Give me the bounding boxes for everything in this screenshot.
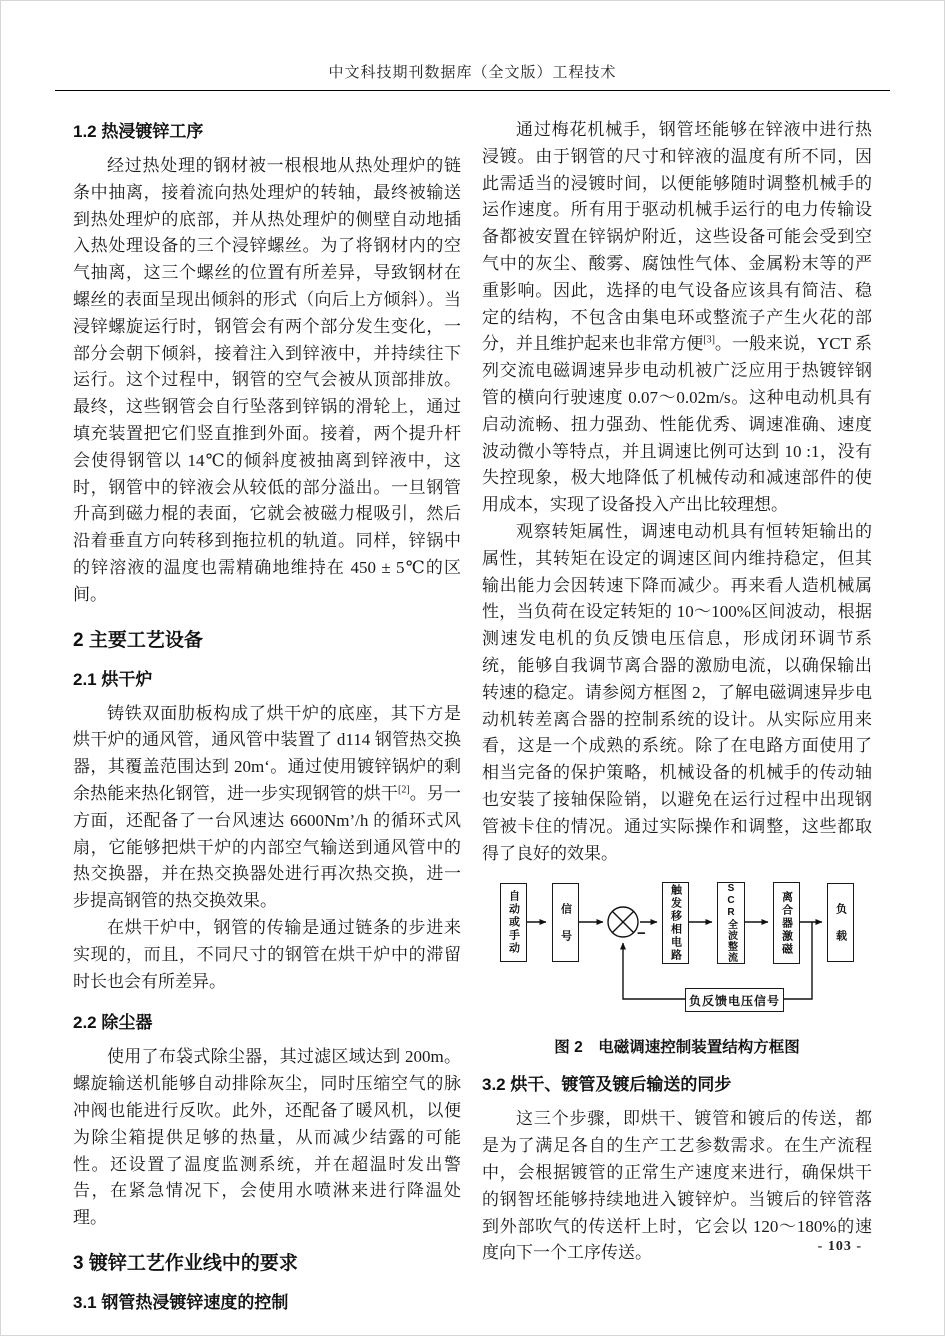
section-heading-2-1: 2.1 烘干炉 xyxy=(73,669,153,689)
page-number: - 103 - xyxy=(817,1239,862,1254)
diagram-block-auto-or-manual: 自动或手动 xyxy=(500,883,527,962)
paragraph-synchronization: 这三个步骤，即烘干、镀管和镀后的传送，都是为了满足各自的生产工艺参数需求。在生产流程中，会根据镀管的正常生产速度来进行，确保烘干的钢智坯能够持续地进入镀锌炉。当镀后的锌管落到外部吹气的传送杆上时，它会以 120～180%的速度向下一个工序传送。 xyxy=(482,1109,872,1263)
section-heading-3-1: 3.1 钢管热浸镀锌速度的控制 xyxy=(73,1292,289,1312)
right-column xyxy=(482,117,872,1324)
paragraph-drying-furnace-2: 在烘干炉中，钢管的传输是通过链条的步进来实现的，而且，不同尺寸的钢管在烘干炉中的滞留时长也会有所差异。 xyxy=(73,917,461,991)
figure-2-block-diagram xyxy=(482,877,872,1027)
diagram-block-signal: 信 号 xyxy=(552,883,579,962)
section-heading-2-2: 2.2 除尘器 xyxy=(73,1013,153,1033)
journal-header-title: 中文科技期刊数据库（全文版）工程技术 xyxy=(328,65,617,81)
journal-header xyxy=(1,1,944,82)
paragraph-torque-control: 观察转矩属性，调速电动机具有恒转矩输出的属性，其转矩在设定的调速区间内维持稳定，但其输出能力会因转速下降而减少。再来看人造机械属性，当负荷在设定转矩的 10～100%区间波动，根据测速发电机的负反馈电压信息，形成闭环调节系统，能够自我调节离合器的激励电流，以确保输出转速的稳定。请参阅方框图 2，了解电磁调速异步电动机转差离合器的控制系统的设计。从实际应用来看，这是一个成熟的系统。除了在电路方面使用了相当完备的保护策略，机械设备的机械手的传动轴也安装了接轴保险销，以避免在运行过程中出现钢管被卡住的情况。通过实际操作和调整，这些都取得了良好的效果。 xyxy=(482,521,872,863)
section-heading-1-2: 1.2 热浸镀锌工序 xyxy=(73,122,204,141)
figure-2-caption: 图 2 电磁调速控制装置结构方框图 xyxy=(554,1039,800,1057)
paragraph-drying-furnace-1: 铸铁双面肋板构成了烘干炉的底座，其下方是烘干炉的通风管，通风管中装置了 d114 钢管热交换器，其覆盖范围达到 20m‘。通过使用镀锌锅炉的剩余热能来热化钢管，进一步实现钢管的烘干[2]。另一方面，还配备了一台风速达 6600Nm’/h 的循环式风扇，它能够把烘干炉的内部空气输送到通风管中的热交换器，并在热交换器处进行再次热交换，进一步提高钢管的热交换效果。 xyxy=(73,703,462,911)
paragraph-dust-collector: 使用了布袋式除尘器，其过滤区域达到 200m。螺旋输送机能够自动排除灰尘，同时压缩空气的脉冲阀也能进行反吹。此外，还配备了暖风机，以便为除尘箱提供足够的热量，从而减少结露的可能性。还设置了温度监测系统，并在超温时发出警告，在紧急情况下，会使用水喷淋来进行降温处理。 xyxy=(73,1047,461,1228)
paragraph-manipulator-speed: 通过梅花机械手，钢管坯能够在锌液中进行热浸镀。由于钢管的尺寸和锌液的温度有所不同，因此需适当的浸镀时间，以便能够随时调整机械手的运作速度。所有用于驱动机械手运行的电力传输设备都被安置在锌锅炉附近，这些设备可能会受到空气中的灰尘、酸雾、腐蚀性气体、金属粉末等的严重影响。因此，选择的电气设备应该具有简洁、稳定的结构，不包含由集电环或整流子产生火花的部分，并且维护起来也非常方便[3]。一般来说，YCT 系列交流电磁调速异步电动机被广泛应用于热镀锌钢管的横向行驶速度 0.07～0.02m/s。这种电动机具有启动流畅、扭力强劲、性能优秀、调速准确、速度波动微小等特点，并且调速比例可达到 10 :1，没有失控现象，极大地降低了机械传动和减速部件的使用成本，实现了设备投入产出比较理想。 xyxy=(482,120,872,515)
diagram-block-load: 负 载 xyxy=(827,883,854,962)
diagram-block-scr-rectifier: SCR全波整流 xyxy=(717,882,745,964)
diagram-feedback-voltage-box: 负反馈电压信号 xyxy=(685,988,784,1012)
diagram-block-trigger-phase-shift: 触发移相电路 xyxy=(662,882,689,964)
diagram-block-clutch-excitation: 离合器激磁 xyxy=(773,882,800,964)
section-heading-3-2: 3.2 烘干、镀管及镀后输送的同步 xyxy=(482,1075,732,1095)
minus-sign: − xyxy=(637,925,646,943)
paragraph-galvanizing-process: 经过热处理的钢材被一根根地从热处理炉的链条中抽离，接着流向热处理炉的转轴，最终被输送到热处理炉的底部，并从热处理炉的侧壁自动地插入热处理设备的三个浸锌螺丝。为了将钢材内的空气抽离，这三个螺丝的位置有所差异，导致钢材在螺丝的表面呈现出倾斜的形式（向后上方倾斜）。当浸锌螺旋运行时，钢管会有两个部分发生变化，一部分会朝下倾斜，接着注入到锌液中，并持续往下运行。这个过程中，钢管的空气会被从顶部排放。最终，这些钢管会自行坠落到锌锅的滑轮上，通过填充装置把它们竖直推到外面。接着，两个提升杆会使得钢管以 14℃的倾斜度被抽离到锌液中，这时，钢管中的锌液会从较低的部分溢出。一旦钢管升高到磁力棍的表面，它就会被磁力棍吸引，然后沿着垂直方向转移到拖拉机的轨道。同样，锌锅中的锌溶液的温度也需精确地维持在 450 ± 5℃的区间。 xyxy=(73,156,461,604)
two-column-body xyxy=(1,91,944,1324)
section-heading-2: 2 主要工艺设备 xyxy=(73,629,203,651)
left-column xyxy=(73,117,461,1324)
section-heading-3: 3 镀锌工艺作业线中的要求 xyxy=(73,1252,298,1274)
